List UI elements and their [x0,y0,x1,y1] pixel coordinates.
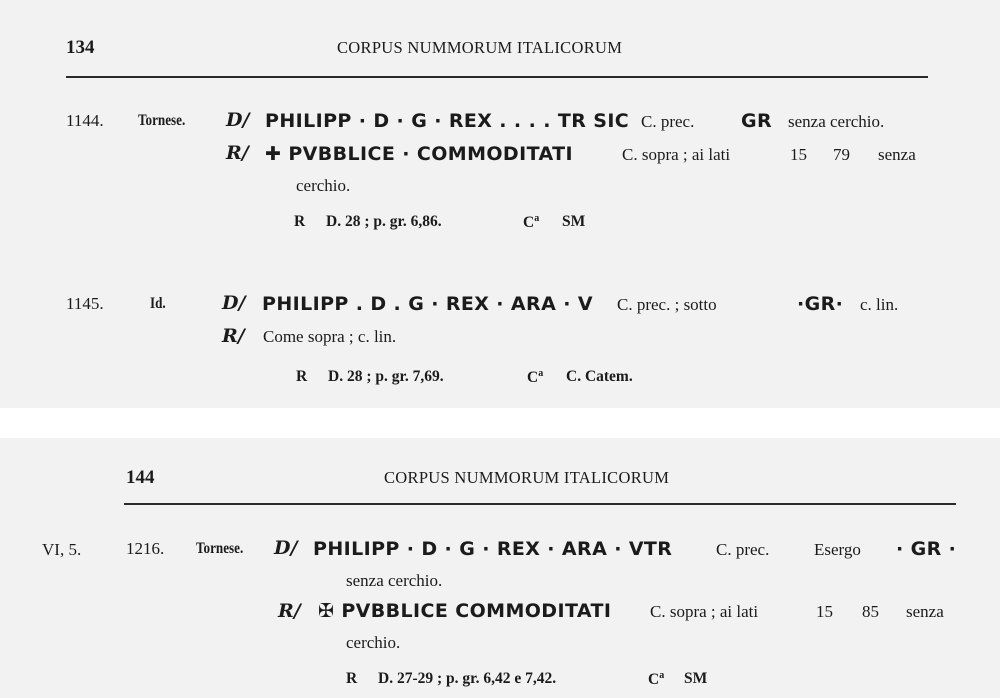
denomination: Tornese. [196,540,244,557]
collection: $C^a$ [527,368,544,387]
mint-mark: ·GR· [797,293,844,315]
entry-number: 1144. [66,111,104,130]
header-rule [124,503,956,505]
collection-owner: SM [684,670,708,687]
obverse-sigil: D/ [226,109,250,131]
reverse-sigil: R/ [226,142,249,164]
reverse-legend: ✠ PVBBLICE COMMODITATI [318,600,612,622]
reverse-continuation: cerchio. [346,633,401,652]
obverse-legend: PHILIPP . D . G · REX · ARA · V [262,293,593,315]
reverse-text: Come sopra ; c. lin. [263,327,397,346]
reverse-note-end: senza [906,602,944,621]
obverse-note: C. prec. [716,540,770,559]
obverse-note-end: senza cerchio. [788,112,885,131]
obverse-legend: PHILIPP · D · G · REX . . . . TR SIC [265,110,630,132]
obverse-sigil: D/ [274,537,298,559]
entry-number: 1145. [66,294,104,313]
running-title: CORPUS NUMMORUM ITALICORUM [384,468,670,487]
plate-reference: VI, 5. [42,540,82,559]
reverse-sigil: R/ [222,325,245,347]
obverse-note: C. prec. ; sotto [617,295,717,314]
denomination: Tornese. [138,112,186,129]
denomination: Id. [150,295,166,312]
entry-number: 1216. [126,539,165,558]
reverse-note: C. sopra ; ai lati [622,145,731,164]
obverse-note-end: c. lin. [860,295,899,314]
reverse-continuation: cerchio. [296,176,351,195]
diameter-weight: D. 28 ; p. gr. 6,86. [326,213,442,230]
date-right: 79 [833,145,850,164]
page-number: 144 [126,467,155,488]
page-144-excerpt [0,438,1000,698]
mint-mark: · GR · [896,538,957,560]
header-rule [66,76,928,78]
reverse-note-end: senza [878,145,916,164]
diameter-weight: D. 28 ; p. gr. 7,69. [328,368,444,385]
collection-owner: SM [562,213,586,230]
exergue-label: Esergo [814,540,861,559]
obverse-legend: PHILIPP · D · G · REX · ARA · VTR [313,538,673,560]
page-number: 134 [66,37,95,58]
collection-owner: C. Catem. [566,368,633,385]
obverse-sigil: D/ [222,292,246,314]
rarity: R [346,670,358,687]
date-left: 15 [816,602,833,621]
reverse-sigil: R/ [278,600,301,622]
rarity: R [296,368,308,385]
collection: $C^a$ [523,213,540,232]
mint-mark: GR [741,110,773,132]
date-right: 85 [862,602,879,621]
reverse-legend: ✚ PVBBLICE · COMMODITATI [265,143,573,165]
obverse-continuation: senza cerchio. [346,571,443,590]
running-title: CORPUS NUMMORUM ITALICORUM [337,38,623,57]
rarity: R [294,213,306,230]
obverse-note: C. prec. [641,112,695,131]
diameter-weight: D. 27-29 ; p. gr. 6,42 e 7,42. [378,670,557,687]
date-left: 15 [790,145,807,164]
collection: $C^a$ [648,670,665,689]
reverse-note: C. sopra ; ai lati [650,602,759,621]
